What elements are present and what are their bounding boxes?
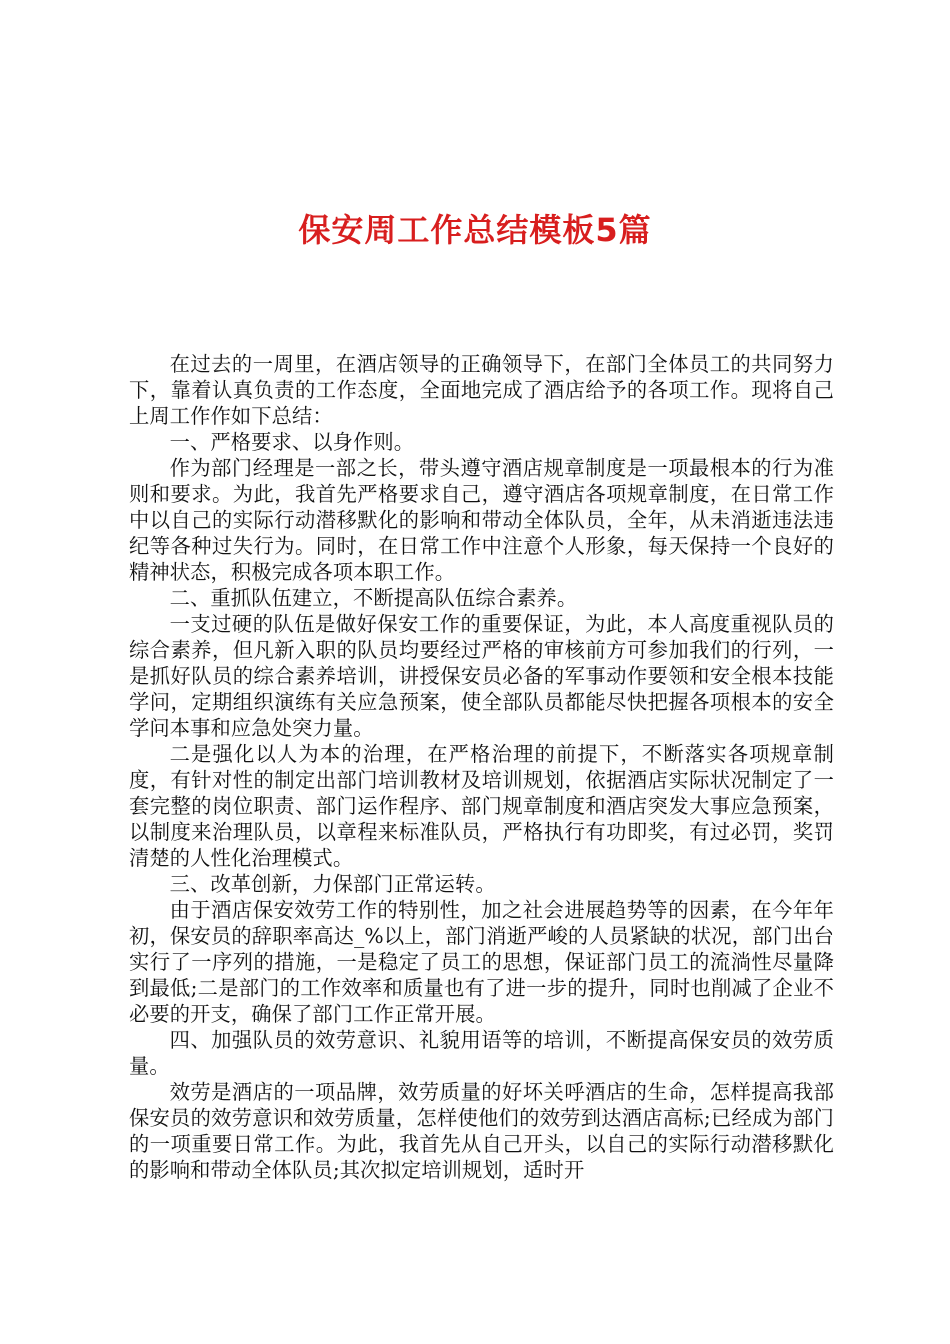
paragraph-intro: 在过去的一周里，在酒店领导的正确领导下，在部门全体员工的共同努力下，靠着认真负责的工作态度，全面地完成了酒店给予的各项工作。现将自己上周工作作如下总结： <box>129 352 834 428</box>
section-heading-1: 一、严格要求、以身作则。 <box>169 430 415 454</box>
paragraph-section-2a: 一支过硬的队伍是做好保安工作的重要保证，为此，本人高度重视队员的综合素养，但凡新入职的队员均要经过严格的审核前方可参加我们的行列，一是抓好队员的综合素养培训，讲授保安员必备的军事动作要领和安全根本技能学问，定期组织演练有关应急预案，使全部队员都能尽快把握各项根本的安全学问本事和应急处突力量。 <box>129 612 834 740</box>
section-heading-2: 二、重抓队伍建立，不断提高队伍综合素养。 <box>169 586 578 610</box>
paragraph-section-4: 效劳是酒店的一项品牌，效劳质量的好坏关呼酒店的生命，怎样提高我部保安员的效劳意识和效劳质量，怎样使他们的效劳到达酒店高标;已经成为部门的一项重要日常工作。为此，我首先从自己开头，以自己的实际行动潜移默化的影响和带动全体队员;其次拟定培训规划，适时开 <box>129 1080 834 1182</box>
paragraph-section-2b: 二是强化以人为本的治理，在严格治理的前提下，不断落实各项规章制度，有针对性的制定出部门培训教材及培训规划，依据酒店实际状况制定了一套完整的岗位职责、部门运作程序、部门规章制度和酒店突发大事应急预案，以制度来治理队员，以章程来标准队员，严格执行有功即奖，有过必罚，奖罚清楚的人性化治理模式。 <box>129 742 834 870</box>
document-body <box>129 351 834 1183</box>
paragraph-section-3: 由于酒店保安效劳工作的特别性，加之社会进展趋势等的因素，在今年年初，保安员的辞职率高达_%以上，部门消逝严峻的人员紧缺的状况，部门出台实行了一序列的措施，一是稳定了员工的思想，保证部门员工的流淌性尽量降到最低;二是部门的工作效率和质量也有了进一步的提升，同时也削减了企业不必要的开支，确保了部门工作正常开展。 <box>129 898 834 1026</box>
paragraph-section-1: 作为部门经理是一部之长，带头遵守酒店规章制度是一项最根本的行为准则和要求。为此，我首先严格要求自己，遵守酒店各项规章制度，在日常工作中以自己的实际行动潜移默化的影响和带动全体队员，全年，从未消逝违法违纪等各种过失行为。同时，在日常工作中注意个人形象，每天保持一个良好的精神状态，积极完成各项本职工作。 <box>129 456 834 584</box>
section-heading-3: 三、改革创新，力保部门正常运转。 <box>169 872 496 896</box>
section-heading-4: 四、加强队员的效劳意识、礼貌用语等的培训，不断提高保安员的效劳质量。 <box>129 1028 834 1078</box>
document-title: 保安周工作总结模板5篇 <box>298 211 652 249</box>
